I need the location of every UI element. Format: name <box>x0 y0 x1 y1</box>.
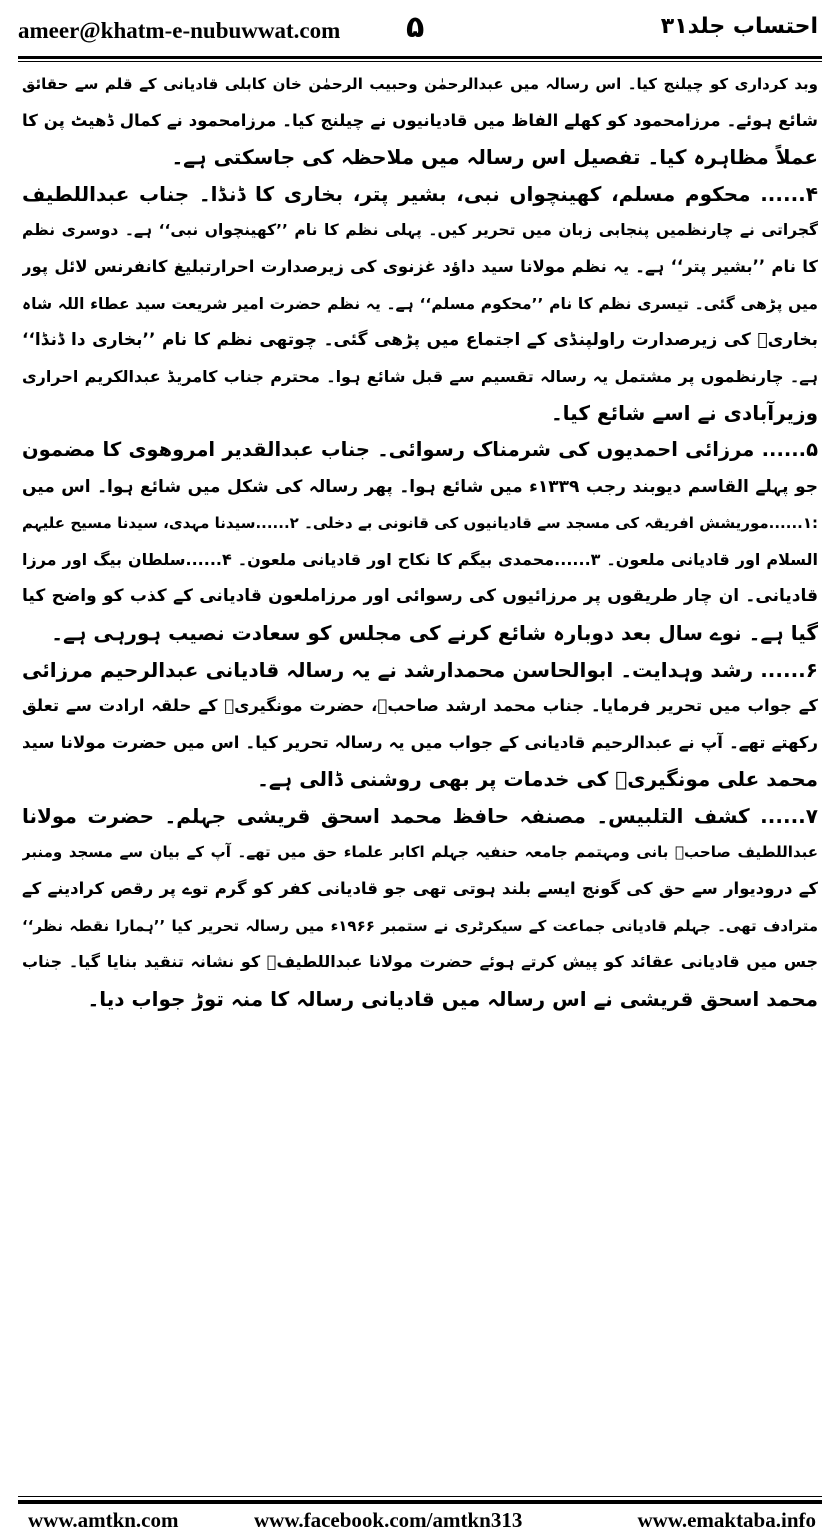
footer-rule-thick <box>18 1500 822 1504</box>
text-line: گیا ہے۔ نوے سال بعد دوبارہ شائع کرنے کی مجلس کو سعادت نصیب ہورہی ہے۔ <box>51 620 818 645</box>
header-rule-thick <box>18 56 822 59</box>
page-header <box>18 10 822 54</box>
page-footer <box>18 1506 822 1536</box>
text-line: ۷...... کشف التلبیس۔ مصنفہ حافظ محمد اسحق قریشی جہلم۔ حضرت مولانا <box>22 803 818 828</box>
text-line: وزیرآبادی نے اسے شائع کیا۔ <box>550 401 818 426</box>
footer-link-amtkn[interactable]: www.amtkn.com <box>28 1508 179 1532</box>
text-line: ۵...... مرزائی احمدیوں کی شرمناک رسوائی۔ جناب عبدالقدیر امروھوی کا مضمون <box>22 437 818 461</box>
text-line: عبداللطیف صاحبؒ بانی ومہتمم جامعہ حنفیہ جہلم اکابر علماء حق میں تھے۔ آپ کے بیان سے مسجد ومنبر <box>22 843 818 862</box>
text-line: :۱......موریشش افریقہ کی مسجد سے قادیانیوں کی قانونی بے دخلی۔ ۲......سیدنا مہدی، سیدنا مسیح علیہم <box>22 514 818 533</box>
text-line: بخاریؒ کی زیرصدارت راولپنڈی کے اجتماع میں پڑھی گئی۔ چوتھی نظم کا نام ’’بخاری دا ڈنڈا‘‘ <box>22 330 818 351</box>
text-line: مترادف تھی۔ جہلم قادیانی جماعت کے سیکرٹری نے ستمبر ۱۹۶۶ء میں رسالہ تحریر کیا ’’ہمارا نقطہ نظر‘‘ <box>22 916 818 935</box>
text-line: میں پڑھی گئی۔ تیسری نظم کا نام ’’محکوم مسلم‘‘ ہے۔ یہ نظم حضرت امیر شریعت سید عطاء اللہ شاہ <box>22 294 818 313</box>
text-line: کے درودیوار سے حق کی گونج ایسے بلند ہوتی تھی جو قادیانی کفر کو گرم توے پر رقص کرادینے کے <box>22 879 818 899</box>
text-line: ۴...... محکوم مسلم، کھینچواں نبی، بشیر پتر، بخاری کا ڈنڈا۔ جناب عبداللطیف <box>22 181 818 206</box>
text-line: جو پہلے القاسم دیوبند رجب ۱۳۳۹ء میں شائع ہوا۔ پھر رسالہ کی شکل میں شائع ہوا۔ اس میں <box>22 476 818 497</box>
page-body <box>22 66 818 1017</box>
text-line: شائع ہوئے۔ مرزامحمود کو کھلے الفاظ میں قادیانیوں نے چیلنج کیا۔ مرزامحمود نے کمال ڈھیٹ پن کا <box>22 110 818 130</box>
footer-link-emaktaba[interactable]: www.emaktaba.info <box>637 1508 816 1532</box>
text-line: ۶...... رشد وہدایت۔ ابوالحاسن محمدارشد نے یہ رسالہ قادیانی عبدالرحیم مرزائی <box>22 657 818 682</box>
header-rule-thin <box>18 61 822 62</box>
text-line: وبد کرداری کو چیلنج کیا۔ اس رسالہ میں عبدالرحمٰن وحبیب الرحمٰن خان کابلی قادیانی کے قلم سے حقائق <box>22 75 818 93</box>
text-line: رکھتے تھے۔ آپ نے عبدالرحیم قادیانی کے جواب میں یہ رسالہ تحریر کیا۔ اس میں حضرت مولانا سید <box>22 732 818 752</box>
footer-rule-thin <box>18 1496 822 1497</box>
text-line: السلام اور قادیانی ملعون۔ ۳......محمدی بیگم کا نکاح اور قادیانی ملعون۔ ۴......سلطان بیگ اور مرزا <box>22 549 818 569</box>
text-line: قادیانی۔ ان چار طریقوں پر مرزائیوں کی رسوائی اور مرزاملعون قادیانی کے کذب کو واضح کیا <box>22 586 818 607</box>
text-line: کا نام ’’بشیر پتر‘‘ ہے۔ یہ نظم مولانا سید داؤد غزنوی کی زیرصدارت احرارتبلیغ کانفرنس لائل پور <box>22 256 818 276</box>
footer-link-facebook[interactable]: www.facebook.com/amtkn313 <box>254 1508 523 1532</box>
text-line: ہے۔ چارنظموں پر مشتمل یہ رسالہ تقسیم سے قبل شائع ہوا۔ محترم جناب کامریڈ عبدالکریم احراری <box>22 366 818 386</box>
page-number: ۵ <box>406 10 425 45</box>
header-email: ameer@khatm-e-nubuwwat.com <box>18 18 341 43</box>
text-line: جس میں قادیانی عقائد کو پیش کرتے ہوئے حضرت مولانا عبداللطیفؒ کو نشانہ تنقید بنایا گیا۔ جناب <box>22 952 818 972</box>
text-line: عملاً مظاہرہ کیا۔ تفصیل اس رسالہ میں ملاحظہ کی جاسکتی ہے۔ <box>171 145 818 170</box>
text-line: محمد علی مونگیریؒ کی خدمات پر بھی روشنی ڈالی ہے۔ <box>257 767 818 792</box>
text-line: گجراتی نے چارنظمیں پنجابی زبان میں تحریر کیں۔ پہلی نظم کا نام ’’کھینچواں نبی‘‘ ہے۔ دوسری نظم <box>22 221 818 240</box>
text-line: محمد اسحق قریشی نے اس رسالہ میں قادیانی رسالہ کا منہ توڑ جواب دیا۔ <box>87 986 818 1011</box>
book-title: احتساب جلد۳۱ <box>660 14 818 39</box>
text-line: کے جواب میں تحریر فرمایا۔ جناب محمد ارشد صاحبؒ، حضرت مونگیریؒ کے حلقہ ارادت سے تعلق <box>22 696 818 716</box>
